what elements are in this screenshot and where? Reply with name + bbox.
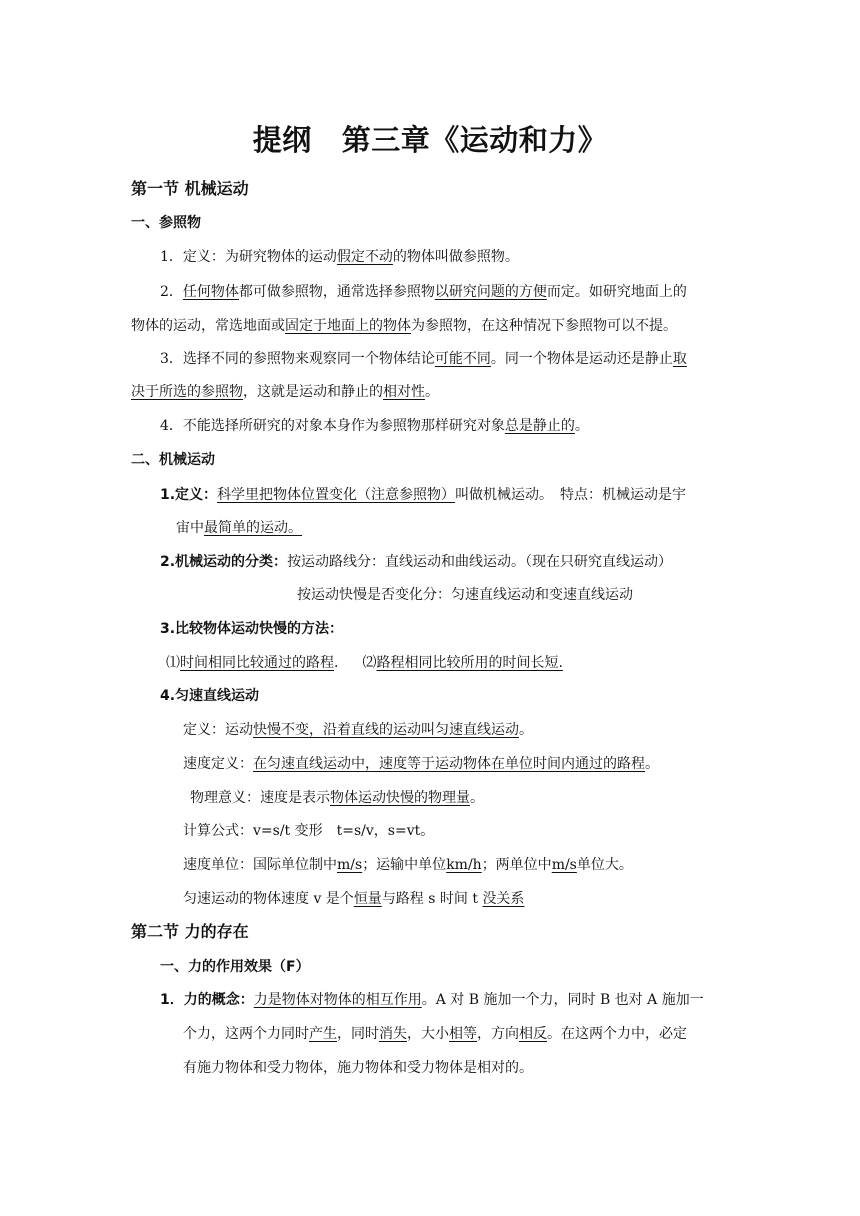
paragraph: 1.定义：科学里把物体位置变化（注意参照物）叫做机械运动。 特点：机械运动是宇 [160,487,687,503]
paragraph: 速度单位：国际单位制中m/s；运输中单位km/h；两单位中m/s单位大。 [183,857,633,873]
paragraph-continuation: 决于所选的参照物，这就是运动和静止的相对性。 [131,384,439,400]
item-heading: 4.匀速直线运动 [160,688,260,704]
subsection-heading: 二、机械运动 [131,452,215,468]
title-part-chapter: 第三章《运动和力》 [341,123,608,157]
paragraph-continuation: 物体的运动，常选地面或固定于地面上的物体为参照物，在这种情况下参照物可以不提。 [131,318,677,334]
paragraph: 2．任何物体都可做参照物，通常选择参照物以研究问题的方便而定。如研究地面上的 [160,284,687,300]
paragraph: 匀速运动的物体速度 v 是个恒量与路程 s 时间 t 没关系 [183,891,525,907]
section-heading: 第二节 力的存在 [131,922,249,941]
title-part-outline: 提纲 [252,123,312,157]
paragraph: 1．定义：为研究物体的运动假定不动的物体叫做参照物。 [160,249,519,265]
paragraph: 3．选择不同的参照物来观察同一个物体结论可能不同。同一个物体是运动还是静止取 [160,351,687,367]
document-title [0,118,860,159]
paragraph-continuation: 有施力物体和受力物体，施力物体和受力物体是相对的。 [183,1060,533,1076]
item-heading: 3.比较物体运动快慢的方法： [160,621,344,637]
paragraph: 计算公式：v=s/t 变形 t=s/v，s=vt。 [183,823,435,839]
paragraph: 物理意义：速度是表示物体运动快慢的物理量。 [190,790,484,806]
paragraph: 2.机械运动的分类：按运动路线分：直线运动和曲线运动。（现在只研究直线运动） [160,554,673,570]
section-heading: 第一节 机械运动 [131,179,249,198]
paragraph: ⑴时间相同比较通过的路程. ⑵路程相同比较所用的时间长短. [166,655,563,671]
paragraph: 定义：运动快慢不变，沿着直线的运动叫匀速直线运动。 [183,722,533,738]
paragraph: 1．力的概念：力是物体对物体的相互作用。A 对 B 施加一个力，同时 B 也对 A 施加一 [160,992,704,1008]
paragraph: 4．不能选择所研究的对象本身作为参照物那样研究对象总是静止的。 [160,418,589,434]
paragraph-continuation: 宙中最简单的运动。 [176,520,302,536]
paragraph: 速度定义：在匀速直线运动中，速度等于运动物体在单位时间内通过的路程。 [183,756,659,772]
subsection-heading: 一、参照物 [131,215,201,231]
paragraph-continuation: 个力，这两个力同时产生，同时消失，大小相等，方向相反。在这两个力中，必定 [183,1026,687,1042]
subsection-heading: 一、力的作用效果（F） [160,959,310,975]
paragraph-continuation: 按运动快慢是否变化分：匀速直线运动和变速直线运动 [297,587,633,603]
